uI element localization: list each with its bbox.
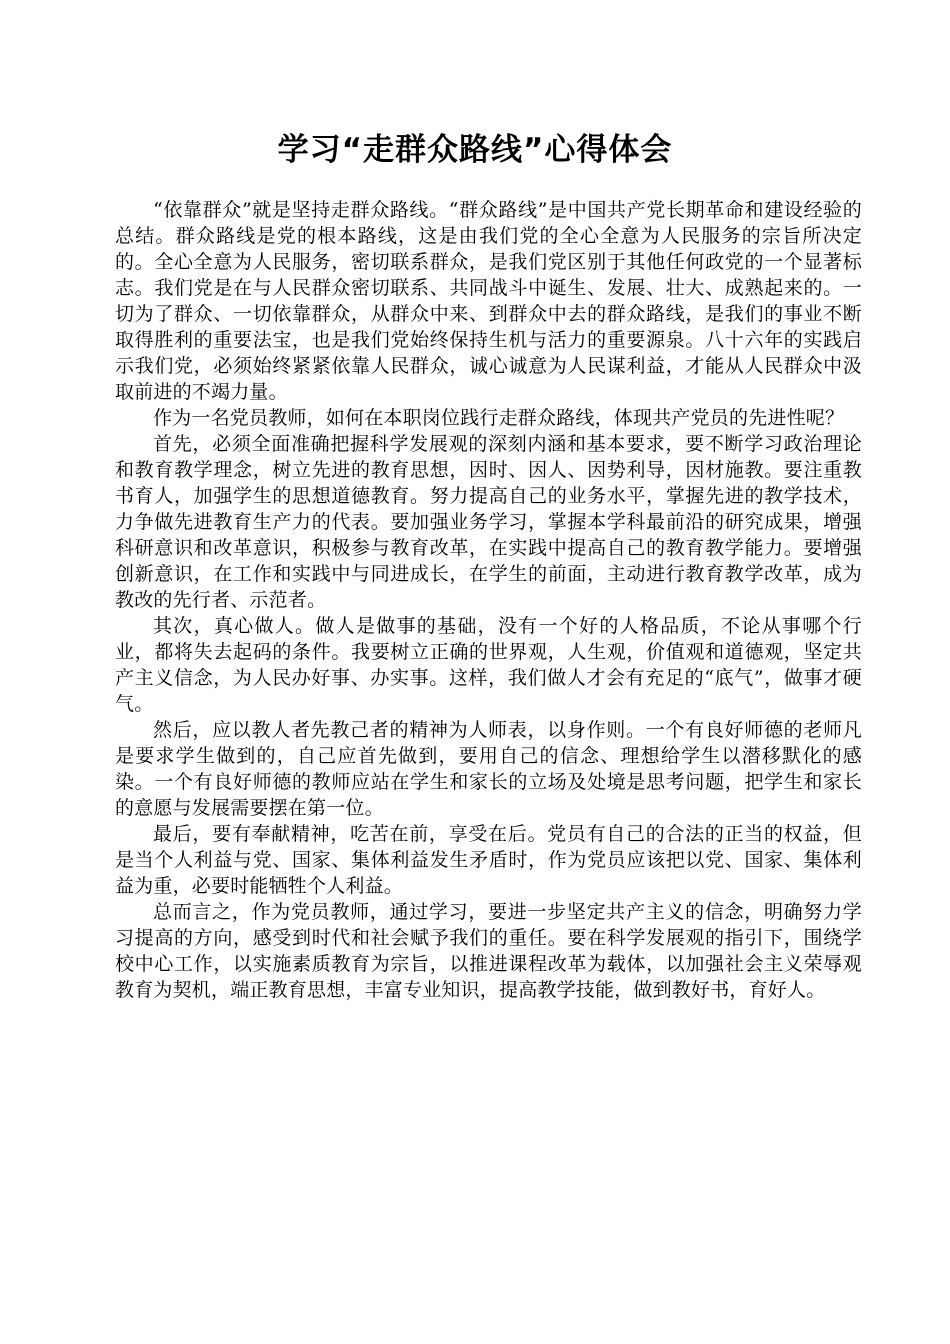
document-title: 学习“走群众路线”心得体会 <box>277 132 673 168</box>
paragraph-first: 首先，必须全面准确把握科学发展观的深刻内涵和基本要求，要不断学习政治理论和教育教学理念，树立先进的教育思想，因时、因人、因势利导，因材施教。要注重教书育人，加强学生的思想道德教育。努力提高自己的业务水平，掌握先进的教学技术，力争做先进教育生产力的代表。要加强业务学习，掌握本学科最前沿的研究成果，增强科研意识和改革意识，积极参与教育改革，在实践中提高自己的教育教学能力。要增强创新意识，在工作和实践中与同进成长，在学生的前面，主动进行教育教学改革，成为教改的先行者、示范者。 <box>115 433 862 611</box>
document-body <box>115 197 862 1003</box>
paragraph-intro: “依靠群众”就是坚持走群众路线。“群众路线”是中国共产党长期革命和建设经验的总结。群众路线是党的根本路线，这是由我们党的全心全意为人民服务的宗旨所决定的。全心全意为人民服务，密切联系群众，是我们党区别于其他任何政党的一个显著标志。我们党是在与人民群众密切联系、共同战斗中诞生、发展、壮大、成熟起来的。一切为了群众、一切依靠群众，从群众中来、到群众中去的群众路线，是我们的事业不断取得胜利的重要法宝，也是我们党始终保持生机与活力的重要源泉。八十六年的实践启示我们党，必须始终紧紧依靠人民群众，诚心诚意为人民谋利益，才能从人民群众中汲取前进的不竭力量。 <box>115 199 862 403</box>
paragraph-question: 作为一名党员教师，如何在本职岗位践行走群众路线，体现共产党员的先进性呢？ <box>153 407 845 429</box>
paragraph-then: 然后，应以教人者先教己者的精神为人师表，以身作则。一个有良好师德的老师凡是要求学生做到的，自己应首先做到，要用自己的信念、理想给学生以潜移默化的感染。一个有良好师德的教师应站在学生和家长的立场及处境是思考问题，把学生和家长的意愿与发展需要摆在第一位。 <box>115 719 862 819</box>
paragraph-finally: 最后，要有奉献精神，吃苦在前，享受在后。党员有自己的合法的正当的权益，但是当个人利益与党、国家、集体利益发生矛盾时，作为党员应该把以党、国家、集体利益为重，必要时能牺牲个人利益。 <box>115 823 862 897</box>
paragraph-conclusion: 总而言之，作为党员教师，通过学习，要进一步坚定共产主义的信念，明确努力学习提高的方向，感受到时代和社会赋予我们的重任。要在科学发展观的指引下，围绕学校中心工作，以实施素质教育为宗旨，以推进课程改革为载体，以加强社会主义荣辱观教育为契机，端正教育思想，丰富专业知识，提高教学技能，做到教好书，育好人。 <box>115 901 862 1001</box>
paragraph-second: 其次，真心做人。做人是做事的基础，没有一个好的人格品质，不论从事哪个行业，都将失去起码的条件。我要树立正确的世界观，人生观，价值观和道德观，坚定共产主义信念，为人民办好事、办实事。这样，我们做人才会有充足的“底气”，做事才硬气。 <box>115 615 862 715</box>
